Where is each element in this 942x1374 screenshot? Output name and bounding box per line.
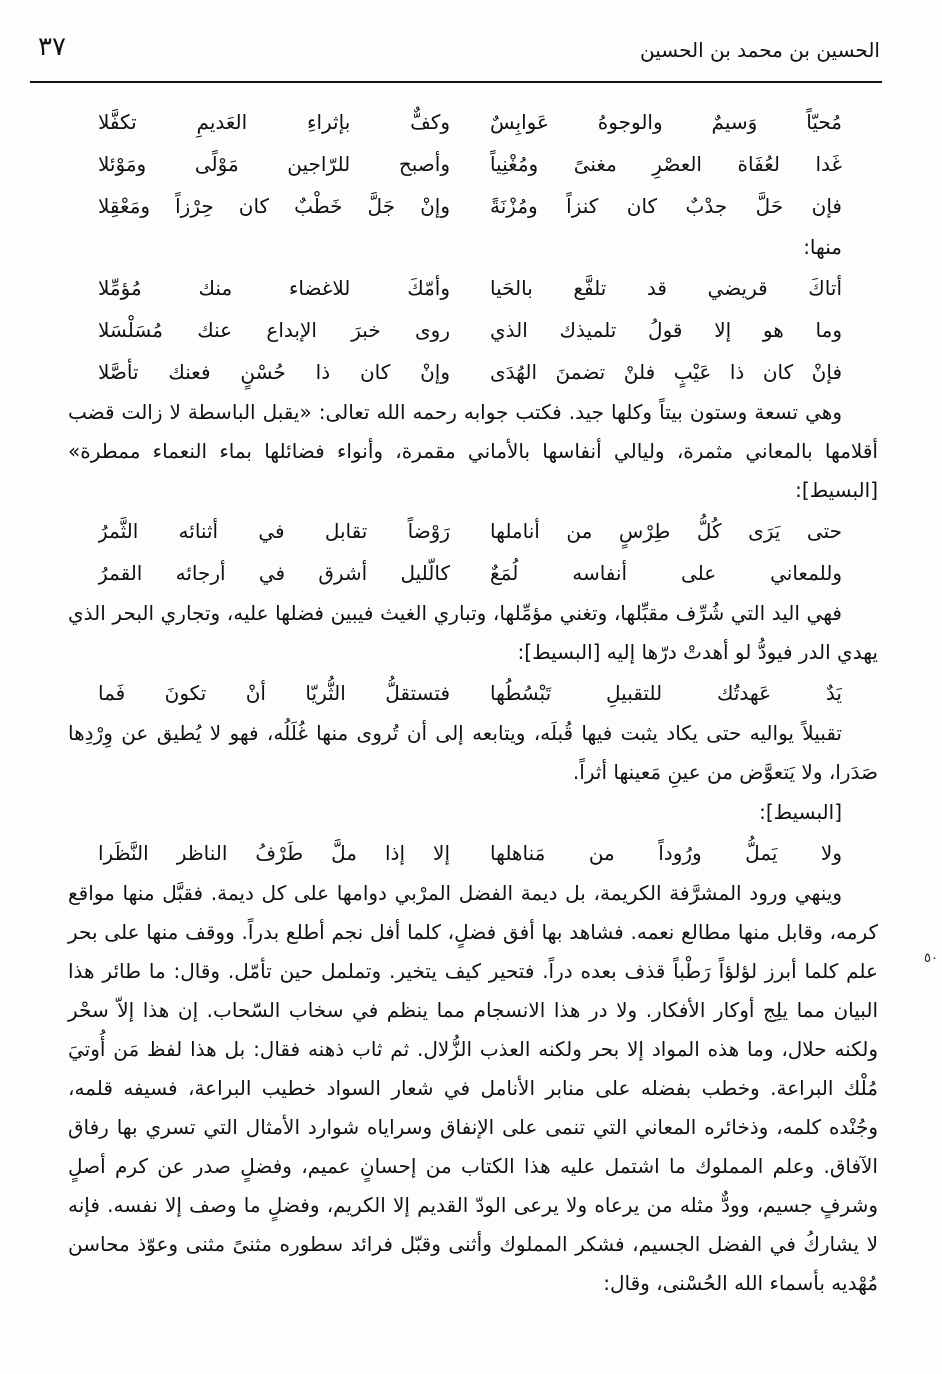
excerpt-label: منها:	[803, 235, 842, 259]
meter-label: [البسيط]:	[759, 800, 842, 824]
verse-second-hemistich: وإنْ كان ذا حُسْنٍ فعنك تأصَّلا	[98, 360, 450, 384]
header-rule	[30, 81, 882, 83]
verse-first-hemistich: فإن حَلَّ جدْبٌ كان كنزاً ومُزْنَةً	[490, 194, 842, 218]
verse-line	[68, 552, 878, 594]
verse-second-hemistich: إلا إذا ملَّ طَرْفُ الناظر النَّظَرا	[98, 841, 450, 865]
verse-line	[68, 267, 878, 309]
verse-first-hemistich: يَدٌ عَهدتُك للتقبيلِ تَبْسُطُها	[490, 681, 842, 705]
prose-paragraph: وينهي ورود المشرَّفة الكريمة، بل ديمة الفضل المرْبي دوامها على كل ديمة. فقبَّل منها مواقع كرمه، وقابل منها مطالع نعمه. فشاهد بها أفق فضلٍ، كلما أفل نجم أطلع بدراً. ووقف منها على بحر علم كلما أبرز لؤلؤاً رَطْباً قذف بعده دراً. فتحير كيف يتخير. وتململ حين تأمّل. وقال: ما طائر هذا البيان مما يلِج أوكار الأفكار. ولا در هذا الانسجام مما ينظم في سخاب السّحاب. إن هذا إلاّ سحْر ولكنه حلال، وما هذه المواد إلا بحر ولكنه العذب الزُّلال. ثم ثاب ذهنه فقال: بل هذا لفظ مَن أُوتيَ مُلْك البراعة. وخطب بفضله على منابر الأنامل في شعار السواد خطيب البراعة، فسيفه قلمه، وجُنْده كلمه، وذخائره المعاني التي تنمى على الإنفاق وسراياه شوارد الأمثال التي تسري بها رفاق الآفاق. وعلم المملوك ما اشتمل عليه هذا الكتاب من إحسانٍ عميم، وفضلٍ صدر عن كرم أصلٍ وشرفٍ جسيم، وودٌّ مثله من يرعاه ولا يرعى الودّ القديم إلا الكريم، وفضلٍ ما وصف إلا نفسه. فإنه لا يشاركُ في الفضل الجسيم، فشكر المملوك وأثنى وقبّل فرائد سطوره مثنىً مثنى وعوّذ محاسن مُهْديه بأسماء الله الحُسْنى، وقال:	[68, 881, 878, 1295]
verse-second-hemistich: وإنْ جَلَّ خَطْبٌ كان حِرْزاً ومَعْقِلا	[98, 194, 450, 218]
verse-line	[68, 309, 878, 351]
verse-first-hemistich: حتى يَرَى كُلُّ طِرْسٍ من أناملها	[490, 519, 842, 543]
verse-first-hemistich: غَدا لعُفَاة العصْرِ مغنىً ومُغْنِياً	[490, 152, 842, 176]
running-header-title: الحسين بن محمد بن الحسين	[639, 38, 880, 62]
margin-note: ٥٠	[924, 951, 938, 966]
verse-first-hemistich: ولا يَملُّ ورُوداً من مَناهلها	[490, 841, 842, 865]
prose-paragraph: تقبيلاً يواليه حتى يكاد يثبت فيها قُبلَه، ويتابعه إلى أن تُروى منها غُلَلُه، فهو لا يُطيق عن وِرْدِها صَدَرا، ولا يَتعوَّض من عينِ مَعينها أثراً.	[68, 721, 878, 784]
verse-second-hemistich: كالّليل أشرق في أرجائه القمرُ	[98, 561, 450, 585]
verse-first-hemistich: وللمعاني على أنفاسه لُمَعٌ	[490, 561, 842, 585]
prose-paragraph: فهي اليد التي شُرِّف مقبِّلها، وتغني مؤمِّلها، وتباري الغيث فيبين فضلها عليه، وتجاري البحر الذي يهدي الدر فيودُّ لو أهدتْ درّها إليه [البسيط]:	[68, 601, 878, 664]
verse-second-hemistich: وكفٌّ بإثراءِ العَديمِ تكفَّلا	[98, 110, 450, 134]
verse-first-hemistich: أتاكَ قريضي قد تلفَّع بالحَيا	[490, 276, 842, 300]
page-body	[68, 101, 878, 1303]
verse-line	[68, 101, 878, 143]
verse-line	[68, 510, 878, 552]
verse-first-hemistich: فإنْ كان ذا عَيْبٍ فلنْ تضمنَ الهُدَى	[490, 360, 842, 384]
verse-first-hemistich: وما هو إلا قولُ تلميذك الذي	[490, 318, 842, 342]
verse-line	[68, 672, 878, 714]
verse-second-hemistich: روى خبرَ الإبداع عنك مُسَلْسَلا	[98, 318, 450, 342]
page-number: ٣٧	[38, 32, 66, 62]
verse-line	[68, 185, 878, 227]
verse-second-hemistich: رَوْضاً تقابل في أثنائه الثَّمرُ	[98, 519, 450, 543]
verse-first-hemistich: مُحيّاً وَسيمٌ والوجوهُ عَوابِسٌ	[490, 110, 842, 134]
verse-line	[68, 351, 878, 393]
verse-line	[68, 143, 878, 185]
verse-line	[68, 832, 878, 874]
prose-paragraph: وهي تسعة وستون بيتاً وكلها جيد. فكتب جوابه رحمه الله تعالى: «يقبل الباسطة لا زالت قضب أقلامها بالمعاني مثمرة، وليالي أنفاسها بالأماني مقمرة، وأنواء فضائلها بماء النعماء ممطرة» [البسيط]:	[68, 400, 878, 502]
verse-second-hemistich: فتستقلُّ الثُّريّا أنْ تكونَ فَما	[98, 681, 450, 705]
verse-second-hemistich: وأصبح للرّاجين مَوْلًى ومَوْئلا	[98, 152, 450, 176]
verse-second-hemistich: وأمّكَ للاغضاء منك مُؤمِّلا	[98, 276, 450, 300]
